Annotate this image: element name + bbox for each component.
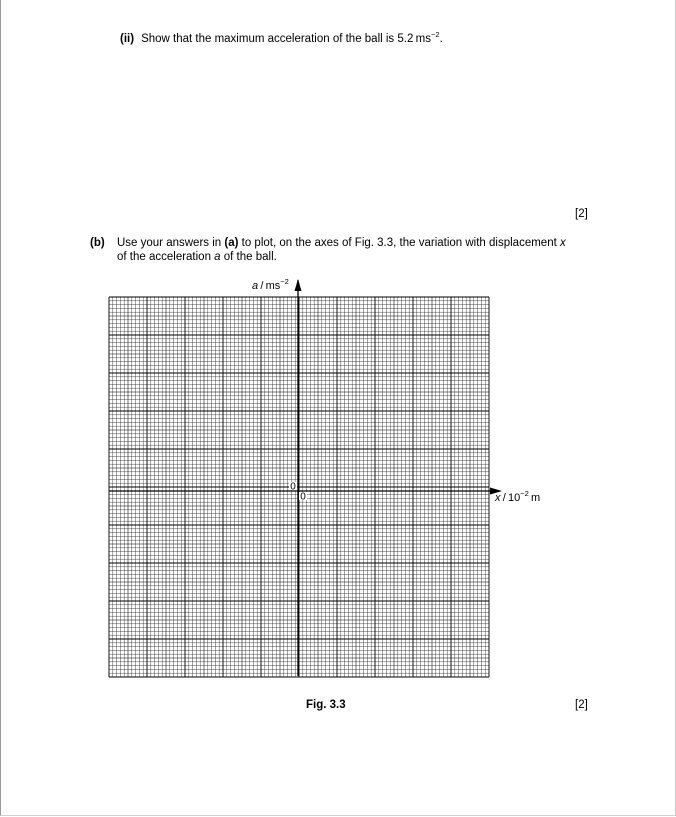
question-b-text-4: of the ball.: [220, 251, 277, 263]
question-b-var-x: x: [559, 237, 566, 249]
grid-lines: [109, 297, 489, 677]
question-ii-label: (ii): [120, 33, 135, 45]
x-axis-unit-sup: −2: [520, 489, 529, 498]
question-b-ref: (a): [224, 237, 239, 249]
y-axis-unit-sup: −2: [280, 277, 289, 286]
question-b-var-a: a: [214, 251, 221, 263]
origin-label-y: 0: [290, 481, 296, 493]
x-axis-var: x: [495, 492, 501, 504]
origin-label-x: 0: [300, 491, 306, 503]
x-axis-unit-end: m: [528, 492, 541, 504]
x-axis-arrow: [490, 488, 502, 495]
question-b-text-2: to plot, on the axes of Fig. 3.3, the variation with displacement: [238, 237, 560, 249]
y-axis-var: a: [252, 280, 259, 292]
question-ii-text: Show that the maximum acceleration of the ball is 5.2 ms: [141, 33, 431, 45]
mark-allocation-b: [2]: [575, 699, 588, 711]
y-axis-unit: / ms: [258, 280, 281, 292]
figure-caption: Fig. 3.3: [306, 699, 346, 711]
x-axis-unit: / 10: [500, 492, 521, 504]
question-b-text-1: Use your answers in: [117, 237, 225, 249]
question-ii-end: .: [439, 33, 443, 45]
question-b-text-3: of the acceleration: [117, 251, 215, 263]
question-b-label: (b): [90, 237, 105, 249]
question-ii-superscript: −2: [431, 30, 440, 39]
y-axis-arrow: [295, 279, 302, 291]
mark-allocation-ii: [2]: [575, 208, 588, 220]
axes: [109, 279, 502, 676]
